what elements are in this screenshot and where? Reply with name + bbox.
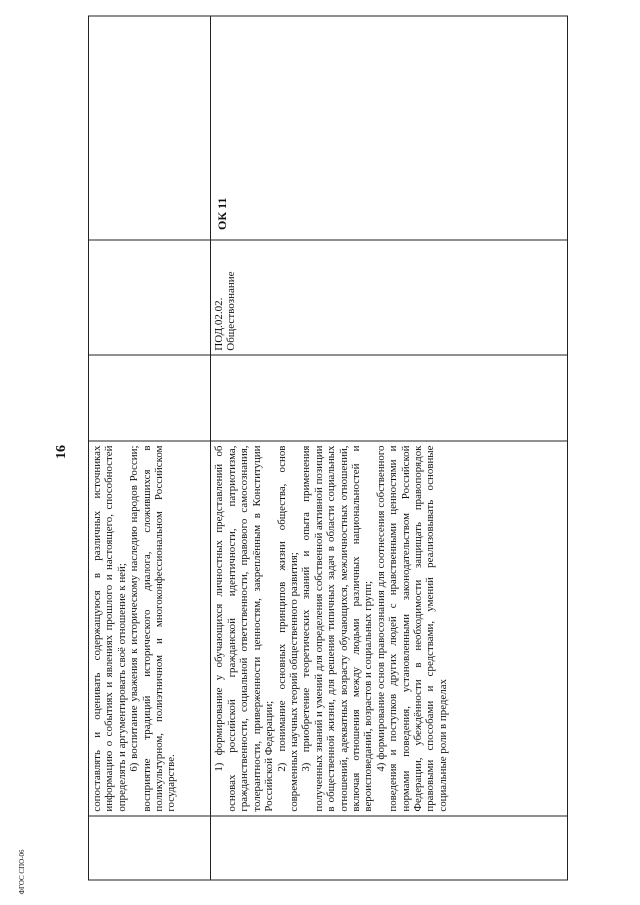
table-cell-empty [89,815,210,879]
requirement-paragraph: 2) понимание основных принципов жизни общества, основ современных научных теорий общественного развития; [275,445,300,812]
requirement-paragraph: сопоставлять и оценивать содержащуюся в различных источниках информацию о событиях и явлениях прошлого и настоящего, способностей определять и аргументировать своё отношение к ней; [91,445,128,812]
table-row [211,16,567,879]
standards-table [88,15,568,880]
requirement-paragraph: 1) формирование у обучающихся личностных представлений об основах российской гражданской идентичности, патриотизма, гражданственности, социальной ответственности, правового самосознания, толерантности, приверженности ценностям, закреплённым в Конституции Российской Федерации; [213,445,276,812]
requirements-text-cell [89,440,210,815]
requirement-paragraph: 6) воспитание уважения к историческому наследию народов России; восприятие традиций исторического диалога, сложившихся в поликультурном, полиэтничном и многоконфессиональном Российском государстве. [128,445,178,812]
page-number: 16 [54,445,69,459]
table-cell-empty [211,815,567,879]
table-cell-empty [89,16,210,239]
discipline-code-cell: ПОД.02.02. Обществознание [211,240,567,355]
requirement-paragraph: 4) формирование основ правосознания для соотнесения собственного поведения и поступков других людей с нравственными ценностями и нормами поведения, установленными законодательством Российской Федерации, убеждённости в необходимости защищать правопорядок правовыми способами и средствами, умений реализовывать основные социальные роли в пределах [374,445,449,812]
table-row [89,16,211,879]
table-cell-empty [89,354,210,440]
standards-table-wrapper [88,15,568,880]
requirements-text-cell [211,440,567,815]
requirement-paragraph: 3) приобретение теоретических знаний и опыта применения полученных знаний и умений для определения собственной активной позиции в общественной жизни, для решения типичных задач в области социальных отношений, адекватных возрасту обучающихся, межличностных отношений, включая отношения между людьми различных национальностей и вероисповеданий, возрастов и социальных групп; [300,445,375,812]
footer-standard-code: ФГОС СПО-06 [18,849,26,895]
competency-cell: ОК 11 [215,197,230,230]
table-cell-empty [211,354,567,440]
table-cell-empty [89,239,210,354]
